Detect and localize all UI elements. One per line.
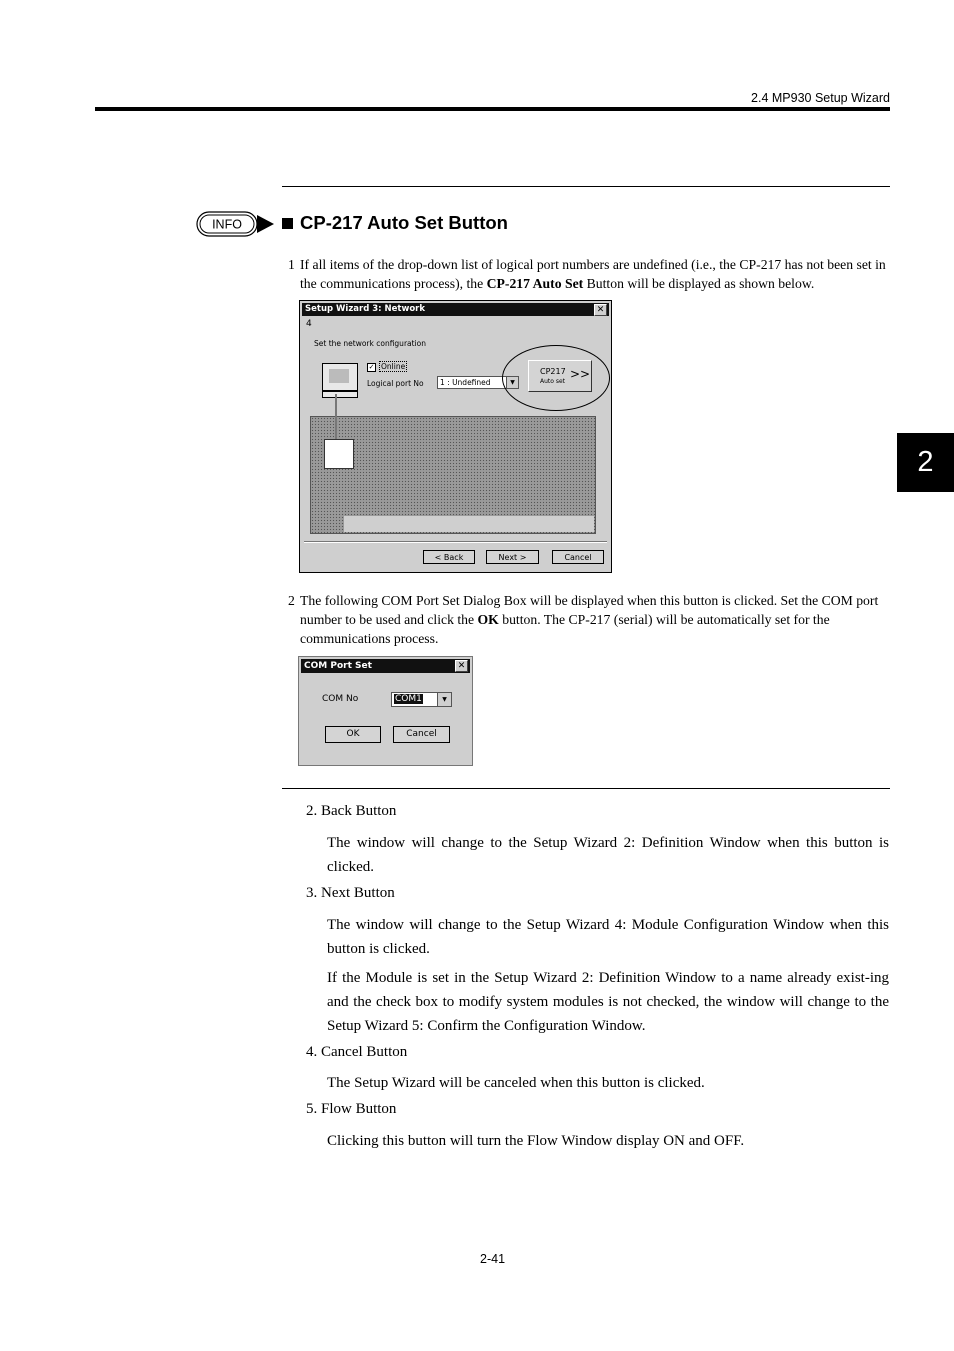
com-port-set-dialog (298, 656, 473, 766)
item-body-flow: Clicking this button will turn the Flow Window display ON and OFF. (327, 1133, 745, 1149)
section-label: 2.4 MP930 Setup Wizard (751, 91, 890, 105)
back-button[interactable]: < Back (423, 550, 475, 564)
item-title-next: 3. Next Button (306, 885, 395, 901)
wizard-title-bar (302, 303, 609, 316)
ok-button[interactable]: OK (325, 726, 381, 743)
square-bullet-icon (282, 218, 293, 229)
close-icon[interactable]: ✕ (455, 660, 468, 672)
chapter-tab: 2 (897, 433, 954, 492)
info-para-1 (288, 255, 888, 293)
pc-base-icon (322, 391, 358, 398)
info-top-rule (282, 186, 890, 187)
network-node[interactable] (324, 439, 354, 469)
setup-wizard-window (299, 300, 612, 573)
wizard-title: Setup Wizard 3: Network (305, 304, 426, 314)
cp217-sub-label: Auto set (540, 378, 566, 385)
page-number: 2-41 (480, 1252, 506, 1266)
step-label: 4 (306, 319, 312, 329)
next-button[interactable]: Next > (486, 550, 539, 564)
chevron-down-icon[interactable]: ▼ (437, 693, 451, 706)
info-para-num: 2 (288, 593, 295, 608)
info-para-text: The following COM Port Set Dialog Box will be displayed when this button is clicked. Set the COM port number to be used and click the (300, 593, 879, 627)
info-bottom-rule (282, 788, 890, 789)
logical-port-label: Logical port No (367, 379, 424, 388)
highlight-ellipse (502, 345, 610, 411)
network-area-notch (344, 516, 594, 532)
item-title-back: 2. Back Button (306, 803, 397, 819)
info-heading-text: CP-217 Auto Set Button (300, 212, 508, 233)
network-link-line (335, 394, 337, 441)
com-title-bar (301, 659, 470, 673)
info-heading (282, 212, 508, 234)
item-body-next-2: If the Module is set in the Setup Wizard 2: Definition Window to a name already exist-ing and the check box to modify system modules is not checked, the window will change to the Setup Wizard 5: Confirm the Configuration Window. (327, 970, 889, 1034)
cancel-button[interactable]: Cancel (552, 550, 604, 564)
com-no-dropdown[interactable] (391, 692, 452, 707)
item-body-next: The window will change to the Setup Wizard 4: Module Configuration Window when this button is clicked. (327, 917, 889, 957)
online-checkbox[interactable]: ✓ (368, 363, 375, 371)
item-body-cancel: The Setup Wizard will be canceled when this button is clicked. (327, 1075, 705, 1091)
info-para-bold: OK (477, 612, 499, 627)
pc-icon (322, 363, 358, 391)
item-title-cancel: 4. Cancel Button (306, 1044, 408, 1060)
info-badge-icon (196, 210, 276, 238)
chevron-down-icon[interactable]: ▼ (506, 377, 518, 388)
instruction-text: Set the network configuration (314, 339, 426, 348)
info-para-num: 1 (288, 257, 295, 272)
com-title: COM Port Set (304, 661, 372, 671)
info-para-text: Button will be displayed as shown below. (583, 276, 815, 291)
item-body-back: The window will change to the Setup Wizard 2: Definition Window when this button is clicked. (327, 835, 889, 875)
info-para-text: If all items of the drop-down list of logical port numbers are undefined (i.e., the CP-217 has not been set in the communications process), the (300, 257, 886, 291)
item-title-flow: 5. Flow Button (306, 1101, 397, 1117)
close-icon[interactable]: ✕ (594, 304, 607, 316)
logical-port-value: 1 : Undefined (440, 378, 491, 387)
info-para-bold: CP-217 Auto Set (486, 276, 584, 291)
wizard-separator (304, 541, 607, 543)
header-rule (95, 107, 890, 111)
info-badge-text: INFO (212, 217, 242, 232)
cp217-label: CP217 (540, 367, 566, 376)
info-para-2 (288, 591, 888, 648)
cancel-button[interactable]: Cancel (393, 726, 450, 743)
com-no-label: COM No (322, 694, 359, 704)
double-chevron-right-icon: >> (570, 367, 591, 381)
info-para-text: button. The CP-217 (serial) will be automatically set for the communications process. (300, 612, 830, 646)
com-no-value: COM1 (395, 694, 422, 704)
online-label: Online (381, 362, 406, 371)
